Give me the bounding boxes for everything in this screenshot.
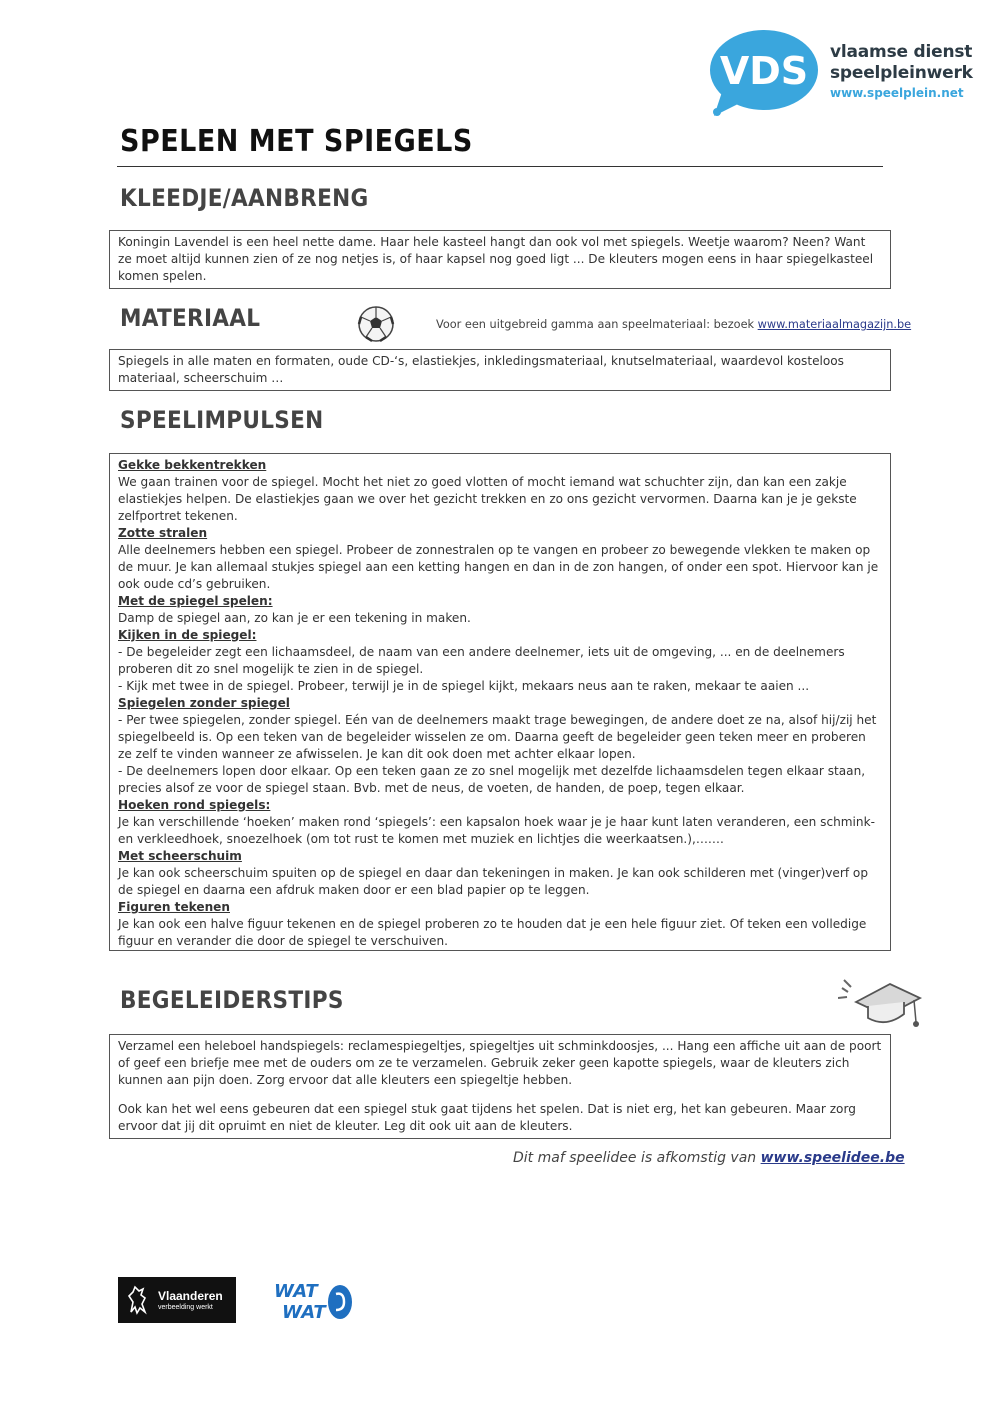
impulse-item	[118, 525, 882, 593]
impulse-title: Kijken in de spiegel:	[118, 628, 257, 642]
tips-paragraph-2: Ook kan het wel eens gebeuren dat een spiegel stuk gaat tijdens het spelen. Dat is niet erg, het kan gebeuren. Maar zorg ervoor dat jij dit opruimt en niet de kleuter. Leg dit ook uit aan de kleuters.	[118, 1102, 856, 1133]
material-note	[436, 318, 911, 331]
heading-materiaal: MATERIAAL	[120, 304, 261, 332]
speelimpulsen-box	[109, 453, 891, 951]
vds-speech-bubble-icon	[708, 28, 820, 120]
impulse-text: Damp de spiegel aan, zo kan je er een tekening in maken.	[118, 611, 471, 625]
logo-line-1: vlaamse dienst	[830, 42, 973, 62]
heading-kleedje: KLEEDJE/AANBRENG	[120, 184, 369, 212]
impulse-title: Zotte stralen	[118, 526, 208, 540]
kleedje-text: Koningin Lavendel is een heel nette dame. Haar hele kasteel hangt dan ook vol met spiegels. Weetje waarom? Neen? Want ze moet altijd kunnen zien of ze nog netjes is, of haar kapsel nog goed ligt ... De kleuters mogen eens in haar spiegelkasteel komen spelen.	[118, 235, 874, 283]
impulse-title: Spiegelen zonder spiegel	[118, 696, 290, 710]
logo-url[interactable]: www.speelplein.net	[830, 86, 964, 100]
impulse-title: Hoeken rond spiegels:	[118, 798, 271, 812]
watwat-line-1: WAT	[274, 1281, 318, 1302]
materiaalmagazijn-link[interactable]: www.materiaalmagazijn.be	[757, 318, 912, 331]
tips-paragraph-1: Verzamel een heleboel handspiegels: reclamespiegeltjes, spiegeltjes uit schminkdoosjes, ... Hang een affiche uit aan de poort of geef een briefje mee met de ouders om ze te verzamelen. Gebruik zeker geen kapotte spiegels, waar de kleuters zich kunnen aan pijn doen. Zorg ervoor dat alle kleuters een spiegeltje hebben.	[118, 1039, 882, 1087]
impulse-text: - Per twee spiegelen, zonder spiegel. Eén van de deelnemers maakt trage bewegingen, de andere doet ze na, alsof hij/zij het spiegelbeeld is. Op een teken van de begeleider wisselen ze om. Daarna geeft de begeleider geen teken meer en proberen ze zelf te vinden wanneer ze afwisselen. Je kan dit ook doen met achter elkaar lopen.	[118, 713, 877, 761]
impulse-title: Figuren tekenen	[118, 900, 230, 914]
impulse-text: Je kan ook scheerschuim spuiten op de spiegel en daar dan tekeningen in maken. Je kan ook schilderen met (vinger)verf op de spiegel en daarna een afdruk maken door er een blad papier op te leggen.	[118, 866, 868, 897]
impulse-list	[118, 457, 882, 950]
page-title: SPELEN MET SPIEGELS	[120, 124, 473, 159]
soccer-ball-icon	[356, 304, 396, 344]
logo-line-2: speelpleinwerk	[830, 63, 973, 83]
materiaal-text: Spiegels in alle maten en formaten, oude CD-‘s, elastiekjes, inkledingsmateriaal, knutselmateriaal, waardevol kosteloos materiaal, scheerschuim …	[118, 354, 844, 385]
impulse-item	[118, 695, 882, 797]
impulse-text: Alle deelnemers hebben een spiegel. Probeer de zonnestralen op te vangen en probeer zo bewegende vlekken te maken op de muur. Je kan allemaal stukjes spiegel aan een ketting hangen en dan in de zon hangen, of onder een spot. Hiervoor kan je ook oude cd’s gebruiken.	[118, 543, 879, 591]
impulse-text: - Kijk met twee in de spiegel. Probeer, terwijl je in de spiegel kijkt, mekaars neus aan te raken, mekaar te aaien ...	[118, 679, 810, 693]
kleedje-box	[109, 230, 891, 289]
impulse-item	[118, 899, 882, 950]
vlaanderen-logo	[118, 1277, 236, 1323]
lion-icon	[123, 1284, 153, 1316]
vlaanderen-tagline: verbeelding werkt	[158, 1304, 213, 1311]
title-divider	[117, 166, 883, 167]
impulse-title: Gekke bekkentrekken	[118, 458, 267, 472]
impulse-text: - De begeleider zegt een lichaamsdeel, de naam van een andere deelnemer, iets uit de omgeving, ... en de deelnemers proberen dit zo snel mogelijk te zien in de spiegel.	[118, 645, 845, 676]
source-text: Dit maf speelidee is afkomstig van	[513, 1150, 757, 1166]
watwat-logo	[272, 1278, 354, 1322]
graduation-cap-icon	[838, 976, 924, 1038]
impulse-text: Je kan verschillende ‘hoeken’ maken rond ‘spiegels’: een kapsalon hoek waar je je haar kunt laten veranderen, een schmink- en verkleedhoek, snoezelhoek (om tot rust te komen met muziek en lichtjes die weerkaatsen.),…….	[118, 815, 875, 846]
vds-mark: VDS	[719, 49, 809, 93]
begeleiderstips-box	[109, 1034, 891, 1139]
impulse-item	[118, 797, 882, 848]
impulse-text: - De deelnemers lopen door elkaar. Op een teken gaan ze zo snel mogelijk met dezelfde lichaamsdelen tegen elkaar staan, precies alsof ze voor de spiegel staan. Bvb. met de neus, de voeten, de handen, de poep, tegen elkaar.	[118, 764, 866, 795]
impulse-item	[118, 627, 882, 695]
watwat-line-2: WAT	[282, 1302, 326, 1322]
impulse-item	[118, 457, 882, 525]
speelidee-link[interactable]: www.speelidee.be	[760, 1150, 905, 1166]
source-line	[513, 1150, 905, 1166]
impulse-text: Je kan ook een halve figuur tekenen en de spiegel proberen zo te houden dat je een hele figuur ziet. Of teken een volledige figuur en verander die door de spiegel te verschuiven.	[118, 917, 867, 948]
impulse-item	[118, 848, 882, 899]
materiaal-box	[109, 349, 891, 391]
impulse-title: Met de spiegel spelen:	[118, 594, 273, 608]
impulse-text: We gaan trainen voor de spiegel. Mocht het niet zo goed vlotten of mocht iemand wat schuchter zijn, dan kan een zakje elastiekjes helpen. De elastiekjes gaan we over het gezicht trekken en zo ons gezicht vervormen. Daarna kan je je gekste zelfportret tekenen.	[118, 475, 857, 523]
vds-logo	[708, 28, 973, 120]
impulse-title: Met scheerschuim	[118, 849, 242, 863]
vlaanderen-name: Vlaanderen	[158, 1289, 223, 1303]
heading-speelimpulsen: SPEELIMPULSEN	[120, 406, 324, 434]
impulse-item	[118, 593, 882, 627]
material-note-text: Voor een uitgebreid gamma aan speelmateriaal: bezoek	[436, 318, 755, 331]
heading-begeleiderstips: BEGELEIDERSTIPS	[120, 986, 344, 1014]
